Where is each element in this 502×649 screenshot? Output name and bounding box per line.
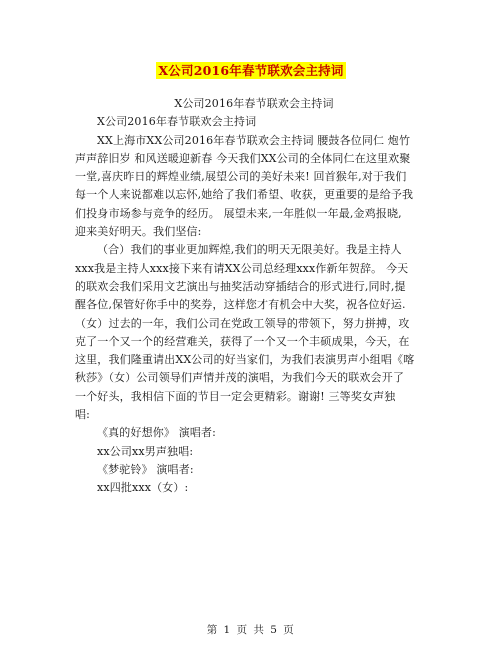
paragraph-line: 秋莎》（女）公司领导们声情并茂的演唱，为我们今天的联欢会开了 <box>75 371 404 385</box>
paragraph-line: 每一个人来说都难以忘怀,她给了我们希望、收获，更重要的是给予我 <box>75 188 414 202</box>
paragraph-line: 克了一个又一个的经营难关，获得了一个又一个丰硕成果，今天，在 <box>75 334 410 348</box>
document-heading <box>0 60 502 79</box>
paragraph-line: 醒各位,保管好你手中的奖券，这样您才有机会中大奖，祝各位好运. <box>75 298 406 312</box>
paragraph-line: 唱: <box>75 408 91 422</box>
paragraph-line: 们投身市场参与竞争的经历。 展望未来,一年胜似一年最,金鸡报晓, <box>75 206 402 220</box>
paragraph-line: 声声辞旧岁 和风送暖迎新春 今天我们XX公司的全体同仁在这里欢聚 <box>75 151 411 165</box>
paragraph-line: XX上海市XX公司2016年春节联欢会主持词 腰鼓各位同仁 炮竹 <box>97 133 411 147</box>
paragraph-line: 一个好头，我相信下面的节目一定会更精彩。谢谢! 三等奖女声独 <box>75 389 396 403</box>
paragraph-line: 一堂,喜庆昨日的辉煌业绩,展望公司的美好未来! 回首猴年,对于我们 <box>75 170 407 184</box>
paragraph-line: 这里，我们隆重请出XX公司的好当家们，为我们表演男声小组唱《喀 <box>75 353 415 367</box>
performer-line: xx四批xxx（女）: <box>97 481 189 495</box>
subtitle-line: X公司2016年春节联欢会主持词 <box>174 97 334 110</box>
paragraph-line: 迎来美好明天。我们坚信: <box>75 225 202 239</box>
performer-line: xx公司xx男声独唱: <box>97 444 194 458</box>
program-item-line: 《真的好想你》 演唱者: <box>97 426 217 440</box>
paragraph-line: （合）我们的事业更加辉煌,我们的明天无限美好。我是主持人 <box>97 243 402 257</box>
title-repeat-line: X公司2016年春节联欢会主持词 <box>97 115 257 129</box>
paragraph-line: （女）过去的一年，我们公司在党政工领导的带领下，努力拼搏，攻 <box>75 316 410 330</box>
program-item-line: 《梦驼铃》 演唱者: <box>97 462 194 476</box>
document-body <box>75 95 433 498</box>
highlighted-title: X公司2016年春节联欢会主持词 <box>158 63 344 78</box>
paragraph-line: 的联欢会我们采用文艺演出与抽奖活动穿插结合的形式进行,同时,提 <box>75 279 406 293</box>
paragraph-line: xxx我是主持人xxx接下来有请XX公司总经理xxx作新年贺辞。 今天 <box>75 261 409 275</box>
page-indicator: 第 1 页 共 5 页 <box>206 624 296 636</box>
